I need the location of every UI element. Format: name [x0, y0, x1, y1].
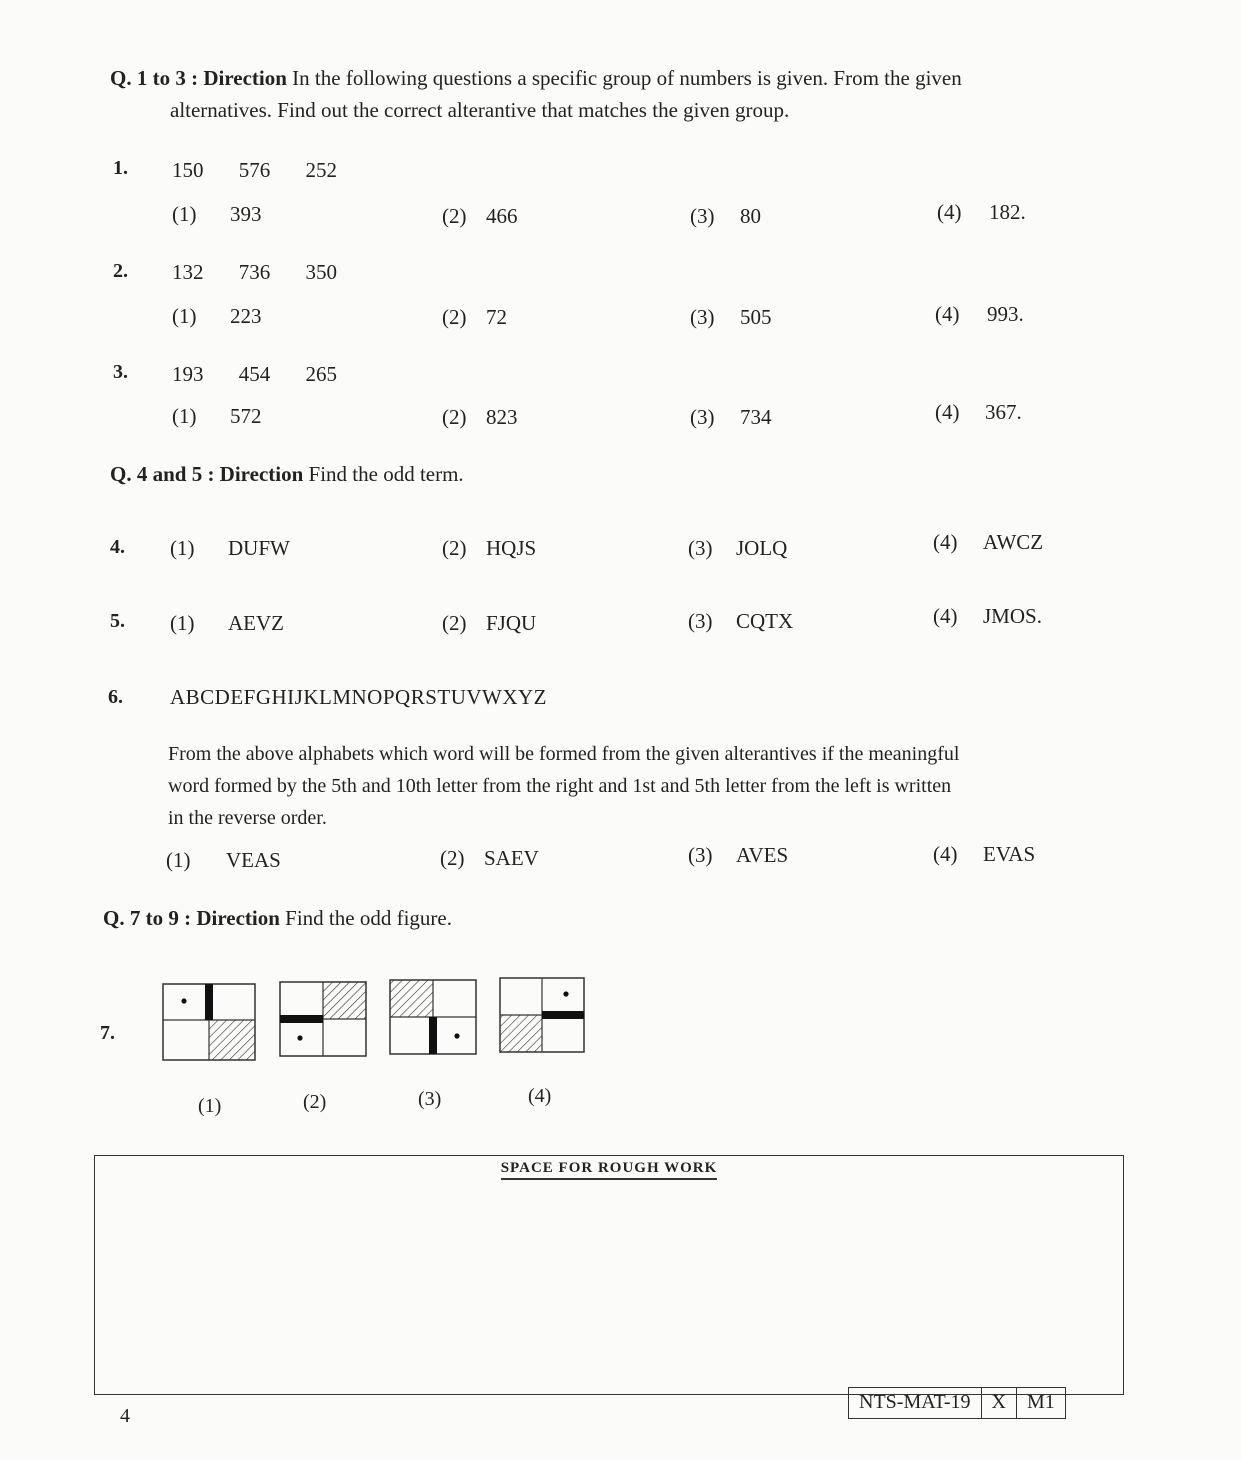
number-group — [172, 362, 337, 387]
option-value: 72 — [486, 305, 507, 329]
option-number: (3) — [688, 609, 713, 633]
option-value: DUFW — [228, 536, 290, 560]
option-4[interactable] — [935, 400, 1022, 425]
option-value: 993. — [987, 302, 1024, 326]
group-number: 150 — [172, 158, 204, 182]
option-number: (3) — [688, 536, 713, 560]
option-2[interactable] — [442, 611, 536, 636]
question-number: 6. — [108, 686, 123, 708]
option-number: (2) — [442, 611, 467, 635]
question-text-line: From the above alphabets which word will be formed from the given alterantives if the meaningful — [168, 743, 960, 765]
direction-text: In the following questions a specific group of numbers is given. From the given — [292, 66, 962, 90]
option-number: (2) — [442, 405, 467, 429]
question-text-line: in the reverse order. — [168, 807, 327, 829]
group-number: 132 — [172, 260, 204, 284]
option-number: (4) — [937, 200, 962, 224]
direction-label: Q. 7 to 9 : Direction — [103, 906, 280, 930]
rough-work-title: SPACE FOR ROUGH WORK — [95, 1160, 1123, 1177]
number-group — [172, 260, 337, 285]
option-number: (2) — [442, 536, 467, 560]
option-value: 367. — [985, 400, 1022, 424]
option-2[interactable] — [442, 305, 507, 330]
option-2[interactable] — [442, 536, 536, 561]
option-number: (4) — [933, 842, 958, 866]
direction-text: Find the odd figure. — [285, 906, 452, 930]
direction-1-3 — [110, 62, 962, 94]
option-value: 80 — [740, 204, 761, 228]
group-number: 252 — [305, 158, 337, 182]
figure-row — [160, 976, 590, 1066]
question-number: 3. — [113, 361, 128, 383]
option-value: JMOS. — [983, 604, 1042, 628]
paper-code — [848, 1387, 1066, 1419]
figure-option-3[interactable] — [390, 980, 476, 1054]
option-number: (3) — [690, 305, 715, 329]
code-part: NTS-MAT-19 — [849, 1388, 982, 1418]
option-value: 182. — [989, 200, 1026, 224]
code-part: X — [982, 1388, 1017, 1418]
direction-text: Find the odd term. — [308, 462, 464, 486]
option-4[interactable] — [933, 604, 1042, 629]
option-1[interactable] — [172, 304, 262, 329]
number-group — [172, 158, 337, 183]
group-number: 454 — [238, 362, 271, 386]
option-1[interactable] — [166, 848, 281, 873]
option-value: 572 — [230, 404, 262, 428]
page-number: 4 — [120, 1405, 130, 1427]
option-value: AEVZ — [228, 611, 284, 635]
option-number: (4) — [935, 400, 960, 424]
option-value: 393 — [230, 202, 262, 226]
option-number: (1) — [172, 202, 197, 226]
option-number: (1) — [172, 404, 197, 428]
option-1[interactable] — [170, 536, 290, 561]
option-3[interactable] — [688, 843, 788, 868]
option-value: 505 — [740, 305, 772, 329]
option-value: AWCZ — [983, 530, 1044, 554]
figure-label: (3) — [418, 1088, 442, 1110]
option-value: 466 — [486, 204, 518, 228]
option-4[interactable] — [933, 530, 1043, 555]
alphabet-sequence: ABCDEFGHIJKLMNOPQRSTUVWXYZ — [170, 685, 548, 709]
option-value: FJQU — [486, 611, 537, 635]
option-number: (2) — [442, 204, 467, 228]
option-number: (1) — [170, 536, 195, 560]
direction-4-5 — [110, 458, 464, 490]
option-4[interactable] — [937, 200, 1026, 225]
direction-label: Q. 4 and 5 : Direction — [110, 462, 304, 486]
option-3[interactable] — [690, 204, 761, 229]
code-part: M1 — [1026, 1391, 1055, 1413]
question-number: 1. — [113, 157, 128, 179]
option-number: (3) — [690, 405, 715, 429]
option-1[interactable] — [172, 202, 262, 227]
option-1[interactable] — [170, 611, 284, 636]
option-number: (3) — [690, 204, 715, 228]
option-2[interactable] — [442, 204, 518, 229]
option-number: (2) — [440, 846, 465, 870]
option-value: SAEV — [484, 846, 539, 870]
option-number: (2) — [442, 305, 467, 329]
group-number: 576 — [238, 158, 271, 182]
question-text-line: word formed by the 5th and 10th letter from the right and 1st and 5th letter from the left is written — [168, 775, 952, 797]
option-value: 823 — [486, 405, 518, 429]
question-6-text — [168, 738, 1128, 834]
option-4[interactable] — [935, 302, 1024, 327]
group-number: 265 — [305, 362, 337, 386]
option-value: 223 — [230, 304, 262, 328]
figure-option-4[interactable] — [500, 978, 584, 1052]
option-number: (4) — [933, 604, 958, 628]
option-2[interactable] — [442, 405, 518, 430]
group-number: 193 — [172, 362, 204, 386]
option-number: (3) — [688, 843, 713, 867]
figure-option-1[interactable] — [163, 984, 255, 1060]
option-3[interactable] — [688, 609, 793, 634]
option-value: VEAS — [226, 848, 281, 872]
direction-label: Q. 1 to 3 : Direction — [110, 66, 287, 90]
option-value: HQJS — [486, 536, 537, 560]
group-number: 350 — [305, 260, 337, 284]
direction-text-line2: alternatives. Find out the correct alterantive that matches the given group. — [170, 98, 790, 122]
question-number: 2. — [113, 260, 128, 282]
option-number: (4) — [933, 530, 958, 554]
option-value: CQTX — [736, 609, 794, 633]
question-number: 4. — [110, 536, 125, 558]
direction-7-9 — [103, 902, 452, 934]
figure-label: (2) — [303, 1091, 327, 1113]
option-3[interactable] — [688, 536, 787, 561]
question-number: 7. — [100, 1022, 115, 1044]
question-number: 5. — [110, 610, 125, 632]
option-3[interactable] — [690, 405, 772, 430]
option-value: AVES — [736, 843, 789, 867]
option-3[interactable] — [690, 305, 772, 330]
option-value: JOLQ — [736, 536, 788, 560]
option-number: (4) — [935, 302, 960, 326]
option-value: EVAS — [983, 842, 1036, 866]
figure-option-2[interactable] — [280, 982, 366, 1056]
figure-label: (4) — [528, 1085, 552, 1107]
option-value: 734 — [740, 405, 772, 429]
option-number: (1) — [170, 611, 195, 635]
option-number: (1) — [166, 848, 191, 872]
figure-label: (1) — [198, 1095, 222, 1117]
group-number: 736 — [238, 260, 271, 284]
option-4[interactable] — [933, 842, 1035, 867]
option-number: (1) — [172, 304, 197, 328]
option-1[interactable] — [172, 404, 262, 429]
option-2[interactable] — [440, 846, 539, 871]
rough-work-box[interactable] — [94, 1155, 1124, 1395]
